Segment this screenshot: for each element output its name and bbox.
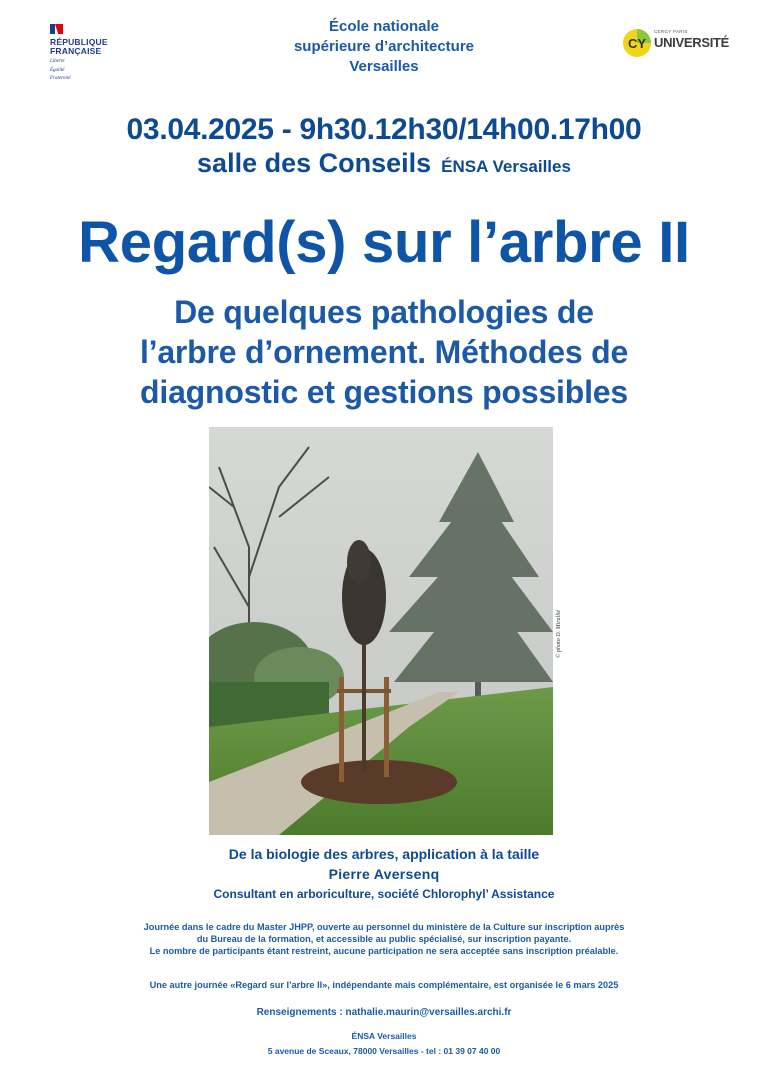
school-name — [234, 17, 534, 77]
cy-universite-logo — [622, 26, 734, 58]
info-paragraph — [60, 921, 708, 958]
speaker-role: Consultant en arboriculture, société Chlorophyl’ Assistance — [213, 887, 555, 901]
info-line3: Le nombre de participants étant restreint, aucune participation ne sera acceptée sans inscription préalable. — [149, 946, 619, 957]
contact-email[interactable]: nathalie.maurin@versailles.archi.fr — [345, 1007, 512, 1018]
cy-badge-text: CY — [627, 36, 647, 51]
event-place — [0, 148, 768, 179]
rf-title-line1: RÉPUBLIQUE — [50, 37, 108, 47]
photo-credit — [554, 600, 566, 660]
address-name: ÉNSA Versailles — [351, 1031, 417, 1041]
rf-title-line2: FRANÇAISE — [50, 46, 102, 56]
speaker-name: Pierre Aversenq — [328, 866, 440, 882]
cy-small-text: CERGY PARIS — [654, 29, 688, 34]
event-subtitle — [40, 292, 728, 412]
event-subtitle-line2: l’arbre d’ornement. Méthodes de — [139, 334, 629, 370]
event-venue: ÉNSA Versailles — [441, 157, 571, 176]
event-subtitle-line3: diagnostic et gestions possibles — [140, 374, 628, 410]
rf-motto-line2: Égalité — [50, 67, 65, 73]
event-subtitle-line1: De quelques pathologies de — [174, 294, 594, 330]
photo-credit-text: © photo D. Mirallié — [556, 609, 562, 658]
address-line: 5 avenue de Sceaux, 78000 Versailles - tel : 01 39 07 40 00 — [267, 1046, 501, 1056]
rf-motto-line3: Fraternité — [50, 76, 71, 81]
cy-universite-text: UNIVERSITÉ — [654, 35, 730, 50]
school-name-line1: École nationale — [328, 18, 440, 35]
event-date-time: 03.04.2025 - 9h30.12h30/14h00.17h00 — [126, 113, 642, 146]
rf-motto-line1: Liberté — [50, 59, 65, 64]
lecture-title: De la biologie des arbres, application à la taille — [228, 846, 540, 862]
school-name-line2: supérieure d’architecture — [293, 38, 475, 55]
contact-label: Renseignements : — [256, 1007, 346, 1018]
republique-francaise-logo — [50, 24, 160, 82]
school-name-line3: Versailles — [349, 58, 419, 75]
event-room: salle des Conseils — [197, 148, 432, 178]
info-line2: du Bureau de la formation, et accessible au public spécialisé, sur inscription payante. — [196, 934, 572, 945]
tree-photo — [209, 427, 553, 835]
other-day-note: Une autre journée «Regard sur l’arbre II», indépendante mais complémentaire, est organisée le 6 mars 2025 — [149, 980, 619, 990]
cy-badge-icon — [622, 28, 652, 58]
info-line1: Journée dans le cadre du Master JHPP, ouverte au personnel du ministère de la Culture sur inscription auprès — [143, 922, 625, 932]
marianne-icon — [50, 24, 63, 34]
event-title: Regard(s) sur l’arbre II — [78, 210, 690, 275]
contact-line — [0, 1007, 768, 1018]
